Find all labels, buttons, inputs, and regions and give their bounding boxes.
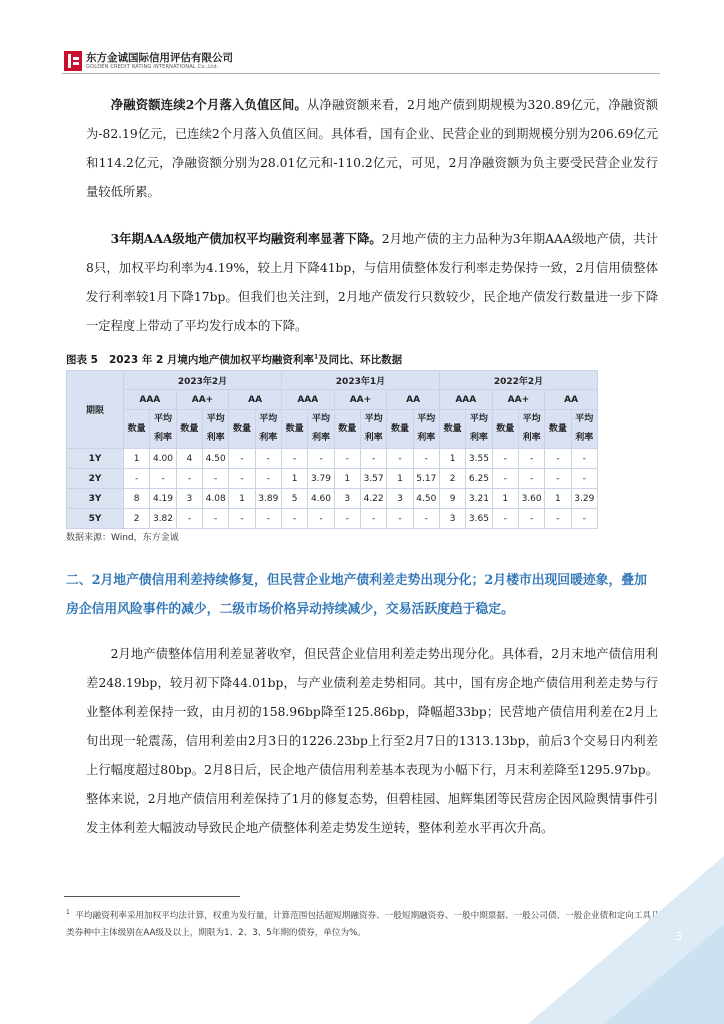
rate-cell: -: [571, 509, 597, 529]
grade-header: AA+: [334, 390, 387, 410]
grade-header: AAA: [439, 390, 492, 410]
rate-cell: 4.22: [360, 489, 386, 509]
count-cell: 1: [229, 489, 255, 509]
rate-header: 平均利率: [360, 410, 386, 449]
paragraph-aaa-rate: [86, 224, 658, 341]
corner-decoration-inner: [604, 924, 724, 1024]
count-header: 数量: [281, 410, 307, 449]
rate-cell: -: [255, 449, 281, 469]
count-cell: -: [176, 469, 202, 489]
rate-cell: 4.50: [413, 489, 439, 509]
count-cell: 1: [334, 469, 360, 489]
table-row: [67, 469, 598, 489]
paragraph-body: 2月地产债整体信用利差显著收窄，但民营企业信用利差走势出现分化。具体看，2月末地产债信用利差248.19bp，较月初下降44.01bp，与产业债利差走势相同。其中，国有房企地产债信用利差走势与行业整体利差保持一致，由月初的158.96bp降至125.86bp，降幅超33bp；民营地产债信用利差在2月上旬出现一轮震荡，信用利差由2月3日的1226.23bp上行至2月7日的1313.13bp，前后3个交易日内利差上行幅度超过80bp。2月8日后，民企地产债信用利差基本表现为小幅下行，月末利差降至1295.97bp。整体来说，2月地产债信用利差保持了1月的修复态势，但碧桂园、旭辉集团等民营房企因风险舆情事件引发主体利差大幅波动导致民企地产债整体利差走势发生逆转，整体利差水平再次升高。: [86, 647, 658, 835]
rate-header: 平均利率: [466, 410, 492, 449]
count-cell: 1: [124, 449, 150, 469]
rate-header: 平均利率: [150, 410, 176, 449]
year-header: 2023年1月: [281, 371, 439, 390]
company-name-cn: 东方金诚国际信用评估有限公司: [86, 52, 233, 64]
footnote-divider: [64, 896, 240, 897]
rate-cell: -: [255, 509, 281, 529]
rate-cell: 3.79: [308, 469, 334, 489]
rate-header: 平均利率: [255, 410, 281, 449]
rate-cell: -: [150, 469, 176, 489]
grade-header: AA+: [176, 390, 229, 410]
period-cell: 1Y: [67, 449, 124, 469]
count-cell: 2: [124, 509, 150, 529]
rate-cell: 6.25: [466, 469, 492, 489]
section-heading: 二、2月地产债信用利差持续修复，但民营企业地产债利差走势出现分化；2月楼市出现回暖迹象，叠加房企信用风险事件的减少，二级市场价格异动持续减少，交易活跃度趋于稳定。: [66, 573, 647, 617]
paragraph-lead: 净融资额连续2个月落入负值区间。: [110, 97, 308, 112]
count-cell: -: [334, 509, 360, 529]
rate-cell: -: [202, 509, 228, 529]
period-cell: 3Y: [67, 489, 124, 509]
rate-cell: 3.29: [571, 489, 597, 509]
rate-cell: -: [360, 509, 386, 529]
rate-header: 平均利率: [518, 410, 544, 449]
rate-cell: -: [518, 469, 544, 489]
rate-cell: -: [202, 469, 228, 489]
count-cell: -: [545, 469, 571, 489]
count-cell: 3: [439, 509, 465, 529]
rate-cell: 3.55: [466, 449, 492, 469]
count-header: 数量: [229, 410, 255, 449]
count-cell: -: [545, 509, 571, 529]
figure-title-text: 2023 年 2 月境内地产债加权平均融资利率: [108, 354, 314, 366]
rate-cell: -: [413, 449, 439, 469]
grade-header: AA: [229, 390, 282, 410]
rate-cell: -: [360, 449, 386, 469]
rate-cell: 3.82: [150, 509, 176, 529]
paragraph-body: 2月地产债的主力品种为3年期AAA级地产债，共计8只，加权平均利率为4.19%，较上月下降41bp，与信用债整体发行利率走势保持一致，2月信用债整体发行利率较1月下降17bp。但我们也关注到，2月地产债发行只数较少，民企地产债发行数量进一步下降一定程度上带动了平均发行成本的下降。: [86, 232, 658, 333]
count-cell: 3: [176, 489, 202, 509]
company-logo-icon: [64, 51, 82, 71]
page-number: 3: [675, 930, 682, 943]
rate-cell: 3.89: [255, 489, 281, 509]
count-cell: -: [281, 449, 307, 469]
count-cell: 5: [281, 489, 307, 509]
count-header: 数量: [387, 410, 413, 449]
count-cell: -: [229, 509, 255, 529]
rate-cell: 4.50: [202, 449, 228, 469]
grade-header: AA: [545, 390, 598, 410]
rate-cell: -: [518, 509, 544, 529]
rate-cell: -: [255, 469, 281, 489]
rate-header: 平均利率: [571, 410, 597, 449]
count-cell: -: [387, 509, 413, 529]
paragraph-body: 从净融资额来看，2月地产债到期规模为320.89亿元，净融资额为-82.19亿元，已连续2个月落入负值区间。具体看，国有企业、民营企业的到期规模分别为206.69亿元和114.2亿元，净融资额分别为28.01亿元和-110.2亿元，可见，2月净融资额为负主要受民营企业发行量较低所累。: [86, 98, 658, 199]
rate-cell: 4.60: [308, 489, 334, 509]
count-header: 数量: [492, 410, 518, 449]
rate-cell: -: [308, 509, 334, 529]
footnote-text: 平均融资利率采用加权平均法计算，权重为发行量，计算范围包括超短期融资券、一般短期融资券、一般中期票据、一般公司债、一般企业债和定向工具几类券种中主体级别在AA级及以上，期限为1、2、3、5年期的债券，单位为%。: [66, 910, 660, 938]
count-header: 数量: [439, 410, 465, 449]
grade-header: AAA: [124, 390, 177, 410]
rate-cell: 4.00: [150, 449, 176, 469]
count-cell: 1: [387, 469, 413, 489]
financing-rate-table: [66, 370, 598, 529]
company-header: [64, 50, 233, 72]
count-cell: 9: [439, 489, 465, 509]
figure-title: [66, 352, 402, 367]
period-cell: 2Y: [67, 469, 124, 489]
rate-cell: -: [308, 449, 334, 469]
count-cell: -: [492, 469, 518, 489]
footnote-ref[interactable]: 1: [313, 353, 319, 361]
count-cell: -: [229, 469, 255, 489]
paragraph-credit-spread: [86, 640, 658, 843]
figure-label: 图表 5: [66, 354, 98, 366]
table-row: [67, 509, 598, 529]
rate-cell: -: [571, 449, 597, 469]
count-cell: -: [545, 449, 571, 469]
count-cell: 8: [124, 489, 150, 509]
rate-header: 平均利率: [308, 410, 334, 449]
count-cell: -: [124, 469, 150, 489]
footnote-number: 1: [66, 909, 70, 916]
grade-header: AA+: [492, 390, 545, 410]
rate-cell: 5.17: [413, 469, 439, 489]
rate-cell: 3.65: [466, 509, 492, 529]
rate-cell: -: [518, 449, 544, 469]
count-header: 数量: [334, 410, 360, 449]
rate-header: 平均利率: [202, 410, 228, 449]
rate-cell: -: [413, 509, 439, 529]
rate-cell: 3.57: [360, 469, 386, 489]
count-cell: 4: [176, 449, 202, 469]
count-cell: -: [492, 509, 518, 529]
count-header: 数量: [176, 410, 202, 449]
count-cell: 2: [439, 469, 465, 489]
paragraph-lead: 3年期AAA级地产债加权平均融资利率显著下降。: [110, 231, 382, 246]
year-header: 2022年2月: [439, 371, 597, 390]
period-header: 期限: [67, 371, 124, 449]
count-cell: 1: [439, 449, 465, 469]
count-cell: -: [492, 449, 518, 469]
data-source: 数据来源：Wind，东方金诚: [66, 533, 179, 543]
rate-header: 平均利率: [413, 410, 439, 449]
rate-cell: 3.60: [518, 489, 544, 509]
paragraph-net-financing: [86, 90, 658, 207]
count-cell: -: [176, 509, 202, 529]
count-cell: -: [229, 449, 255, 469]
count-cell: -: [387, 449, 413, 469]
company-name-en: GOLDEN CREDIT RATING INTERNATIONAL Co.,Ltd.: [86, 64, 219, 70]
count-header: 数量: [545, 410, 571, 449]
year-header: 2023年2月: [124, 371, 282, 390]
count-cell: 3: [387, 489, 413, 509]
rate-cell: 3.21: [466, 489, 492, 509]
table-row: [67, 449, 598, 469]
rate-cell: -: [571, 469, 597, 489]
count-cell: -: [334, 449, 360, 469]
header-divider: [62, 73, 660, 74]
count-cell: -: [281, 509, 307, 529]
count-cell: 1: [492, 489, 518, 509]
count-header: 数量: [124, 410, 150, 449]
rate-cell: 4.08: [202, 489, 228, 509]
grade-header: AA: [387, 390, 440, 410]
table-row: [67, 489, 598, 509]
grade-header: AAA: [281, 390, 334, 410]
count-cell: 3: [334, 489, 360, 509]
period-cell: 5Y: [67, 509, 124, 529]
count-cell: 1: [545, 489, 571, 509]
figure-title-suffix: 及同比、环比数据: [318, 354, 403, 366]
rate-cell: 4.19: [150, 489, 176, 509]
count-cell: 1: [281, 469, 307, 489]
